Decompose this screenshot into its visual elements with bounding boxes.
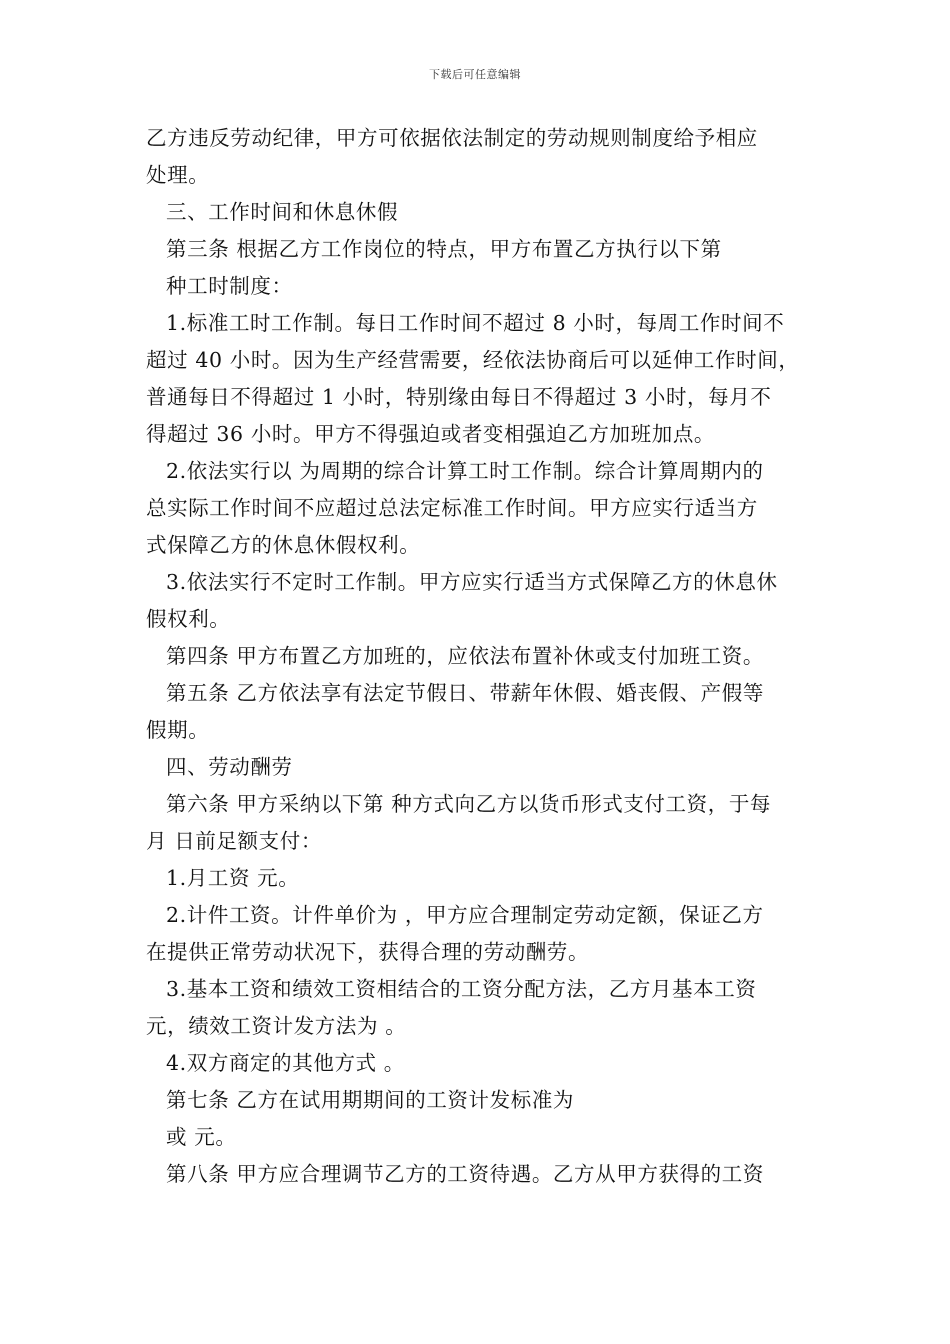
text-line: 或 元。	[166, 1125, 237, 1149]
text-line: 乙方违反劳动纪律，甲方可依据依法制定的劳动规则制度给予相应	[146, 126, 758, 150]
text-line: 处理。	[146, 163, 210, 187]
text-line: 第八条 甲方应合理调节乙方的工资待遇。乙方从甲方获得的工资	[166, 1162, 764, 1186]
text-line: 假权利。	[146, 607, 231, 631]
text-line: 第五条 乙方依法享有法定节假日、带薪年休假、婚丧假、产假等	[166, 681, 764, 705]
text-line: 超过 40 小时。因为生产经营需要，经依法协商后可以延伸工作时间，	[146, 348, 800, 372]
text-line: 普通每日不得超过 1 小时，特别缘由每日不得超过 3 小时，每月不	[146, 385, 772, 409]
text-line: 在提供正常劳动状况下，获得合理的劳动酬劳。	[146, 940, 590, 964]
text-line: 得超过 36 小时。甲方不得强迫或者变相强迫乙方加班加点。	[146, 422, 716, 446]
text-line: 假期。	[146, 718, 210, 742]
text-line: 月 日前足额支付：	[146, 829, 322, 853]
text-line: 2.依法实行以 为周期的综合计算工时工作制。综合计算周期内的	[166, 459, 764, 483]
text-line: 种工时制度：	[166, 274, 293, 298]
text-line: 第七条 乙方在试用期期间的工资计发标准为	[166, 1088, 575, 1112]
text-line: 第四条 甲方布置乙方加班的，应依法布置补休或支付加班工资。	[166, 644, 764, 668]
text-line: 3.依法实行不定时工作制。甲方应实行适当方式保障乙方的休息休	[166, 570, 778, 594]
text-line: 4.双方商定的其他方式 。	[166, 1051, 405, 1075]
text-line: 元，绩效工资计发方法为 。	[146, 1014, 407, 1038]
text-line: 2.计件工资。计件单价为 ，甲方应合理制定劳动定额，保证乙方	[166, 903, 764, 927]
text-line: 第六条 甲方采纳以下第 种方式向乙方以货币形式支付工资，于每	[166, 792, 772, 816]
page-header: 下载后可任意编辑	[429, 68, 521, 81]
text-line: 式保障乙方的休息休假权利。	[146, 533, 421, 557]
section-heading: 三、工作时间和休息休假	[166, 200, 399, 224]
text-line: 3.基本工资和绩效工资相结合的工资分配方法，乙方月基本工资	[166, 977, 757, 1001]
text-line: 总实际工作时间不应超过总法定标准工作时间。甲方应实行适当方	[146, 496, 758, 520]
text-line: 1.标准工时工作制。每日工作时间不超过 8 小时，每周工作时间不	[166, 311, 785, 335]
text-line: 第三条 根据乙方工作岗位的特点，甲方布置乙方执行以下第	[166, 237, 722, 261]
text-line: 1.月工资 元。	[166, 866, 300, 890]
section-heading: 四、劳动酬劳	[166, 755, 293, 779]
